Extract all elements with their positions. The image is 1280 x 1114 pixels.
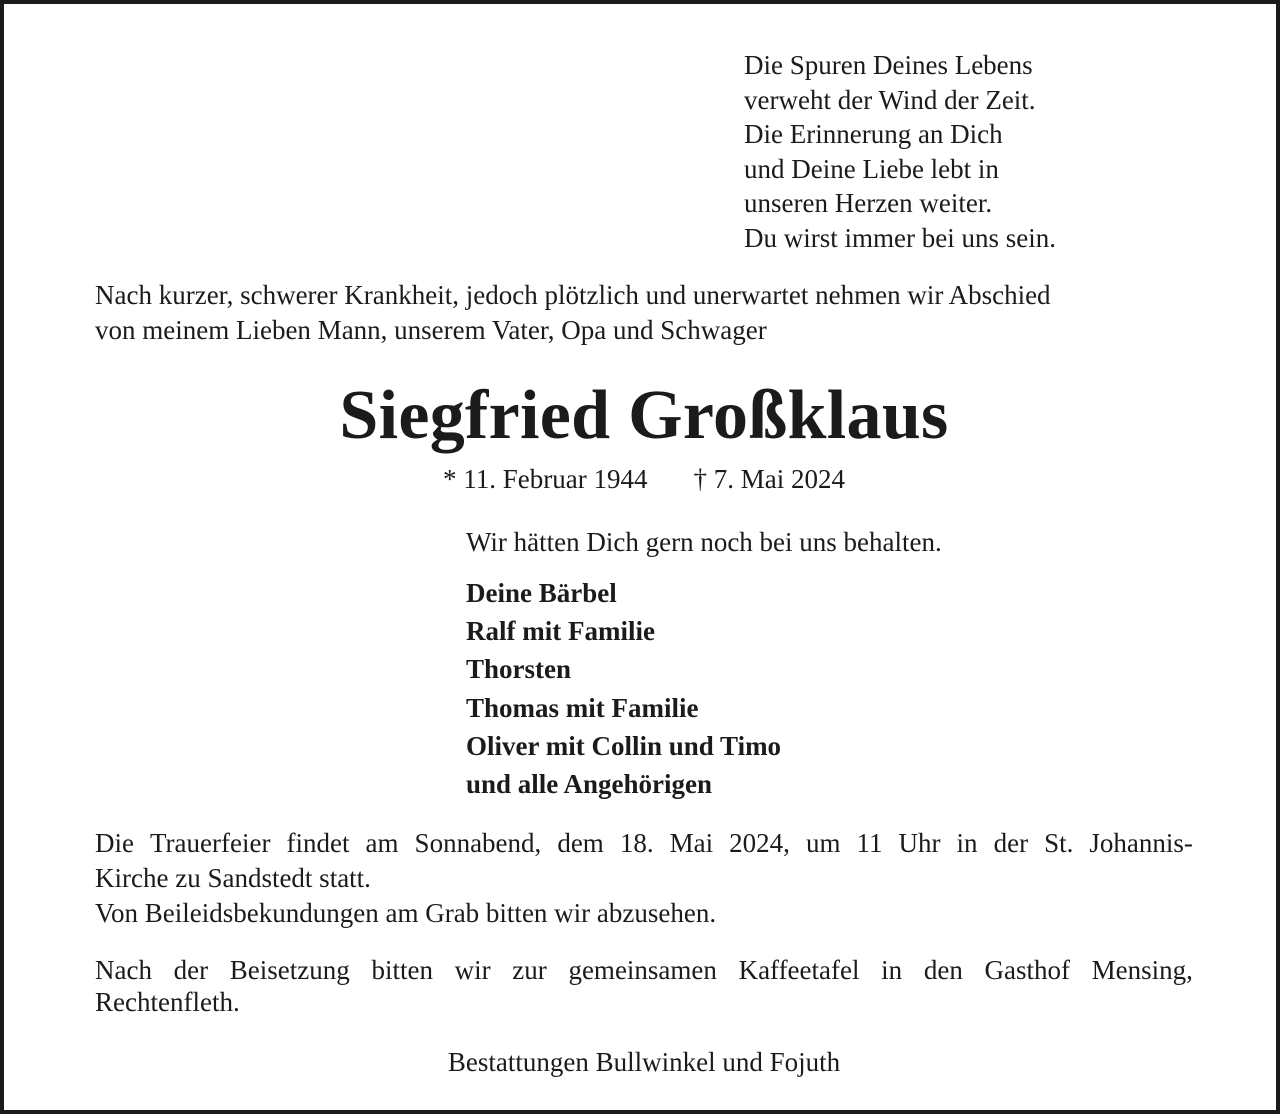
word: in [881,955,903,985]
word: bitten [371,955,433,985]
birth-date: * 11. Februar 1944 [443,464,648,494]
mourner-name: Thorsten [466,654,572,685]
word: 11 [856,828,883,858]
word: in [956,828,978,858]
intro-line-2: von meinem Lieben Mann, unserem Vater, Opa und Schwager [95,315,767,345]
word: St. [1044,828,1074,858]
word: den [923,955,963,985]
service-line-3: Von Beileidsbekundungen am Grab bitten wir abzusehen. [95,898,717,928]
poem-line: Die Spuren Deines Lebens [744,50,1033,80]
word: Die [95,828,134,858]
intro-line-1: Nach kurzer, schwerer Krankheit, jedoch plötzlich und unerwartet nehmen wir Abschied [95,280,1051,310]
word: gemeinsamen [568,955,717,985]
coffee-reception-info [95,954,1195,1018]
word: Johannis- [1089,828,1193,858]
word: 2024, [729,828,790,858]
word: zur [512,955,547,985]
poem-line: Du wirst immer bei uns sein. [744,222,1056,253]
word: Gasthof [984,955,1070,985]
poem-line: verweht der Wind der Zeit. [744,84,1036,115]
poem-line: und Deine Liebe lebt in [744,153,999,184]
word: Mensing, [1091,955,1193,985]
mourners-list [466,574,1166,803]
word: Trauerfeier [150,828,271,858]
word: findet [286,828,350,858]
mourner-name: Oliver mit Collin und Timo [466,730,782,761]
funeral-home: Bestattungen Bullwinkel und Fojuth [447,1047,841,1077]
word: wir [454,955,491,985]
service-line-1 [95,826,1193,861]
word: um [805,828,841,858]
word: Beisetzung [229,955,350,985]
mourner-name: Thomas mit Familie [466,692,699,723]
funeral-service-info [95,826,1195,931]
word: Mai [669,828,714,858]
mourner-name: und alle Angehörigen [466,769,713,800]
intro-text [95,278,1195,348]
coffee-line-2: Rechtenfleth. [95,987,240,1017]
poem-line: unseren Herzen weiter. [744,188,993,219]
deceased-name: Siegfried Großklaus [339,377,949,454]
word: der [173,955,209,985]
death-date: † 7. Mai 2024 [693,464,845,494]
word: der [993,828,1029,858]
memorial-poem [744,48,1224,256]
word: am [365,828,399,858]
coffee-line-1 [95,954,1193,986]
word: Kaffeetafel [738,955,860,985]
mourner-name: Ralf mit Familie [466,616,655,647]
service-line-2: Kirche zu Sandstedt statt. [95,863,371,893]
poem-line: Die Erinnerung an Dich [744,119,1003,150]
word: dem [557,828,604,858]
mourner-name: Deine Bärbel [466,578,617,608]
farewell-wish: Wir hätten Dich gern noch bei uns behalten. [466,527,942,557]
life-dates [4,463,1280,495]
word: Sonnabend, [414,828,542,858]
word: Nach [95,955,152,985]
word: 18. [619,828,654,858]
word: Uhr [898,828,941,858]
